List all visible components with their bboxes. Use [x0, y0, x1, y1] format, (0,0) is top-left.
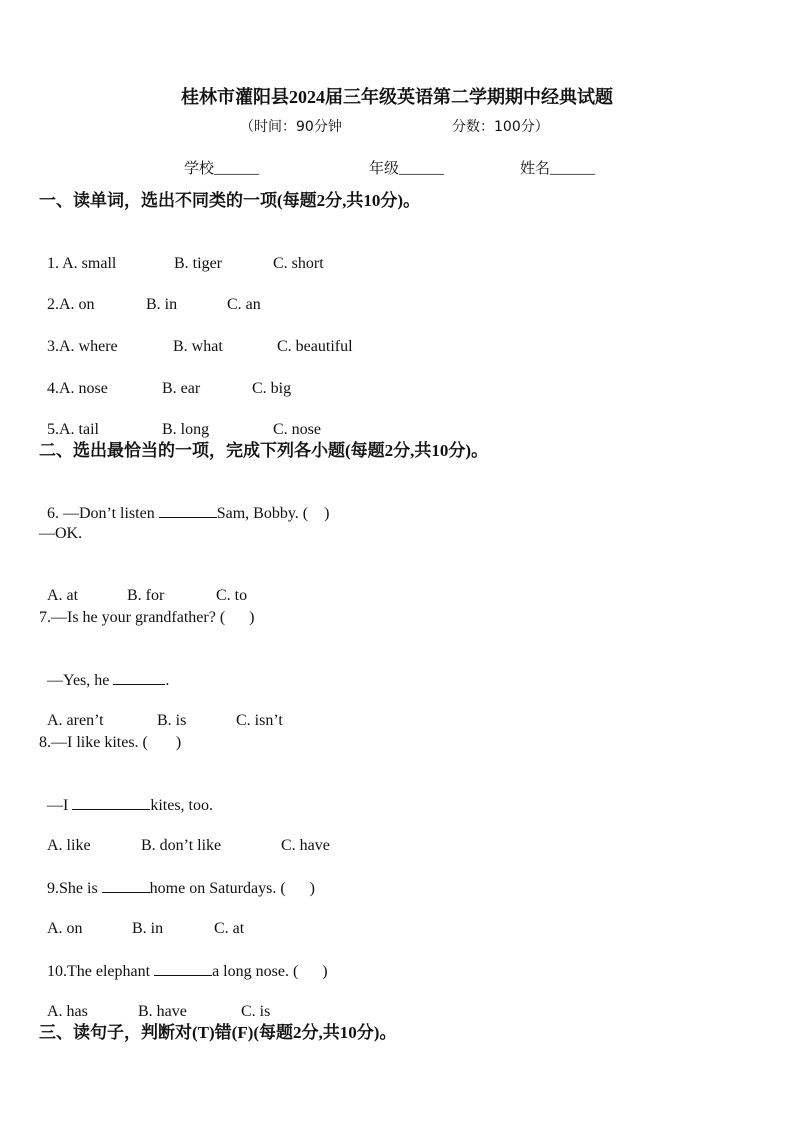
option-c: C. nose [273, 421, 321, 438]
option-a: A. aren’t [47, 712, 104, 729]
question-9 [39, 858, 315, 899]
school-field: 学校______ [184, 161, 260, 177]
option-b: B. have [138, 1003, 187, 1020]
option-c: C. at [214, 920, 245, 937]
question-8-reply [39, 775, 213, 816]
option-c: C. beautiful [277, 338, 353, 355]
option-c: C. short [273, 255, 324, 272]
option-a: 1. A. small [47, 255, 117, 272]
question-8: 8.—I like kites. ( ) [39, 734, 182, 751]
question-10-options [39, 982, 270, 1022]
question-7: 7.—Is he your grandfather? ( ) [39, 609, 255, 626]
answer-blank [102, 878, 150, 893]
option-b: B. in [146, 296, 178, 313]
section-3-heading: 三、读句子，判断对(T)错(F)(每题2分,共10分)。 [39, 1023, 397, 1042]
option-a: 5.A. tail [47, 421, 99, 438]
option-a: 2.A. on [47, 296, 95, 313]
question-6-options [39, 566, 247, 606]
question-7-reply [39, 650, 169, 691]
option-c: C. to [216, 587, 248, 604]
page-title: 桂林市灌阳县2024届三年级英语第二学期期中经典试题 [181, 87, 613, 107]
question-7-options [39, 691, 283, 731]
time-info: （时间：90分钟 [240, 119, 342, 135]
option-b: B. in [132, 920, 164, 937]
question-8-options [39, 816, 330, 856]
option-c: C. have [281, 837, 330, 854]
question-9-text: 9.She is [47, 880, 98, 897]
option-a: A. on [47, 920, 83, 937]
score-info: 分数：100分） [452, 119, 549, 135]
question-6-text-end: Sam, Bobby. ( ) [216, 505, 330, 522]
option-c: C. is [241, 1003, 271, 1020]
question-9-options [39, 899, 244, 939]
question-4 [39, 359, 291, 399]
question-3 [39, 317, 353, 357]
question-8-reply-end: kites, too. [150, 797, 213, 814]
option-b: B. tiger [174, 255, 222, 272]
answer-blank [72, 795, 150, 810]
option-b: B. don’t like [141, 837, 222, 854]
question-8-reply-text: —I [47, 797, 69, 814]
answer-blank [154, 961, 212, 976]
option-c: C. isn’t [236, 712, 283, 729]
option-b: B. is [157, 712, 187, 729]
option-a: 4.A. nose [47, 380, 108, 397]
question-10-text-end: a long nose. ( ) [212, 963, 328, 980]
option-b: B. ear [162, 380, 201, 397]
question-9-text-end: home on Saturdays. ( ) [149, 880, 315, 897]
option-b: B. for [127, 587, 165, 604]
question-10-text: 10.The elephant [47, 963, 151, 980]
section-2-heading: 二、选出最恰当的一项，完成下列各小题(每题2分,共10分)。 [39, 441, 489, 460]
answer-blank [113, 670, 165, 685]
question-7-reply-text: —Yes, he [47, 672, 110, 689]
answer-blank [159, 503, 217, 518]
option-b: B. what [173, 338, 223, 355]
question-2 [39, 275, 261, 315]
grade-field: 年级______ [369, 161, 445, 177]
question-6-text: 6. —Don’t listen [47, 505, 155, 522]
question-10 [39, 941, 328, 982]
section-1-heading: 一、读单词，选出不同类的一项(每题2分,共10分)。 [39, 191, 421, 210]
option-a: A. like [47, 837, 91, 854]
option-c: C. big [252, 380, 292, 397]
option-a: A. at [47, 587, 79, 604]
option-a: 3.A. where [47, 338, 118, 355]
option-a: A. has [47, 1003, 88, 1020]
name-field: 姓名______ [520, 161, 596, 177]
question-6 [39, 483, 329, 524]
option-b: B. long [162, 421, 210, 438]
question-1 [39, 234, 324, 274]
question-6-reply: —OK. [39, 525, 83, 542]
option-c: C. an [227, 296, 261, 313]
question-5 [39, 400, 321, 440]
question-7-reply-end: . [165, 672, 170, 689]
